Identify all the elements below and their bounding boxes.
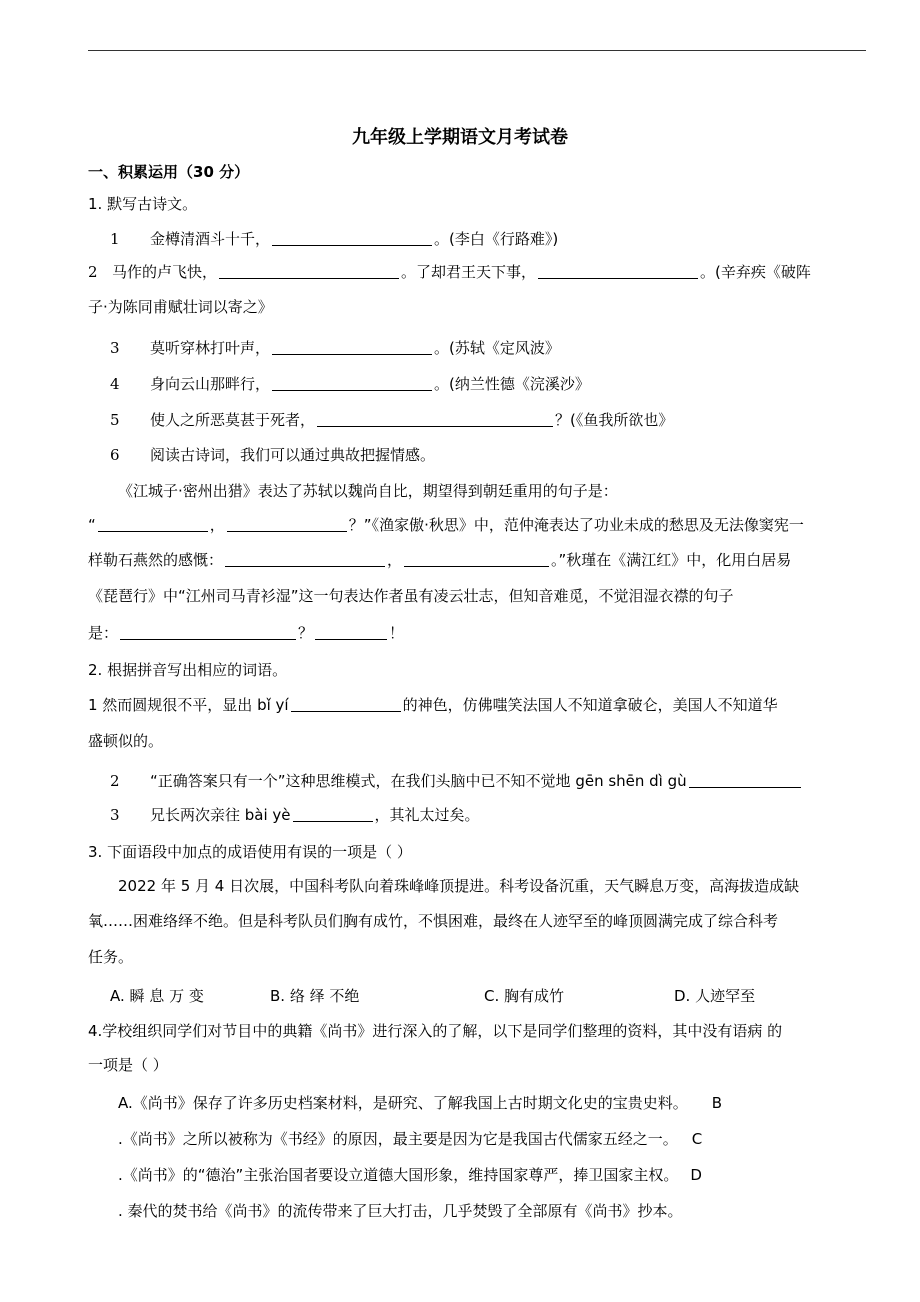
answer-blank[interactable] [538,262,698,279]
q4-option-a-text: A.《尚书》保存了许多历史档案材料，是研究、了解我国上古时期文化史的宝贵史料。 [118,1094,688,1112]
q4-option-b-text: .《尚书》之所以被称为《书经》的原因，最主要是因为它是我国古代儒家五经之一。 [118,1130,678,1148]
q2-line-1 [88,695,868,715]
q4-option-b-letter: B [711,1094,723,1112]
answer-blank[interactable] [227,515,347,532]
q1-line-3-text: 莫听穿林打叶声， [150,339,271,357]
q2-line-3-text-b: ，其礼太过矣。 [374,806,480,824]
q1-line-1-source: 。(李白《行路难》) [434,230,559,248]
q2-line-1-cont: 盛顿似的。 [88,732,164,750]
q4-option-c-letter: C [691,1130,703,1148]
option-d[interactable]: D. 人迹罕至 [674,987,756,1005]
q4-option-d[interactable]: . 秦代的焚书给《尚书》的流传带来了巨大打击，几乎焚毁了全部原有《尚书》抄本。 [118,1202,683,1220]
section-heading: 一、积累运用（30 分） [88,163,250,181]
q3-para-3: 任务。 [88,948,134,966]
q1-para-1: 《江城子·密州出猎》表达了苏轼以魏尚自比，期望得到朝廷重用的句子是： [118,482,618,500]
option-a[interactable]: A. 瞬 息 万 变 [110,987,204,1005]
q1-line-6-num: 6 [110,446,120,464]
q4-heading: 4.学校组织同学们对节目中的典籍《尚书》进行深入的了解，以下是同学们整理的资料，其中没有语病 的 [88,1022,783,1040]
answer-blank[interactable] [404,550,549,567]
q1-line-5-source: ？(《鱼我所欲也》 [555,411,674,429]
answer-blank[interactable] [219,262,399,279]
q3-options [110,986,890,1006]
q1-para-3-text-b: 。”秋瑾在《满江红》中，化用白居易 [551,551,792,569]
exclamation-mark: ！ [389,624,405,642]
q1-line-4-source: 。(纳兰性德《浣溪沙》 [434,375,590,393]
q1-line-1 [110,229,890,249]
q1-line-3-num: 3 [110,339,120,357]
answer-blank[interactable] [272,374,432,391]
answer-blank[interactable] [98,515,208,532]
answer-blank[interactable] [317,410,553,427]
q1-line-6-text: 阅读古诗词，我们可以通过典故把握情感。 [150,446,436,464]
q1-para-3 [88,550,868,570]
q1-line-1-num: 1 [110,230,120,248]
q1-line-1-text: 金樽清酒斗十千， [150,230,271,248]
answer-blank[interactable] [293,805,373,822]
option-b[interactable]: B. 络 绎 不绝 [270,987,360,1005]
q1-line-4-text: 身向云山那畔行， [150,375,271,393]
q1-line-2-text: 马作的卢飞快， [112,263,218,281]
open-quote: “ [88,516,96,534]
q2-heading: 2. 根据拼音写出相应的词语。 [88,661,288,679]
q1-line-3 [110,338,890,358]
q1-line-2-source: 。(辛弃疾《破阵 [700,263,811,281]
q2-line-3 [110,805,890,825]
q1-para-2 [88,515,868,535]
answer-blank[interactable] [225,550,385,567]
q1-para-2-text: ？”《渔家傲·秋思》中，范仲淹表达了功业未成的愁思及无法像窦宪一 [348,516,804,534]
q2-line-3-text: 兄长两次亲往 bài yè [150,806,291,824]
q4-option-c-text: .《尚书》的“德治”主张治国者要设立道德大国形象，维持国家尊严，捧卫国家主权。 [118,1166,679,1184]
q2-line-1-text: 1 然而圆规很不平，显出 bǐ yí [88,696,289,714]
q1-para-3-text: 样勒石燕然的感慨： [88,551,224,569]
answer-blank[interactable] [689,771,801,788]
comma: ， [387,551,403,569]
q1-heading: 1. 默写古诗文。 [88,195,198,213]
option-c[interactable]: C. 胸有成竹 [484,987,565,1005]
q1-line-5 [110,410,890,430]
q1-line-3-source: 。(苏轼《定风波》 [434,339,560,357]
q1-line-2-cont: 子·为陈同甫赋壮词以寄之》 [88,298,273,316]
q1-line-5-text: 使人之所恶莫甚于死者， [150,411,316,429]
q2-line-2 [110,771,890,791]
q2-line-2-num: 2 [110,772,120,790]
answer-blank[interactable] [291,695,401,712]
page-title: 九年级上学期语文月考试卷 [352,127,568,148]
q1-line-2-text-b: 。了却君王天下事， [401,263,537,281]
q2-line-1-text-b: 的神色，仿佛嗤笑法国人不知道拿破仑，美国人不知道华 [402,696,778,714]
q2-line-3-num: 3 [110,806,120,824]
q4-option-c[interactable] [118,1165,898,1185]
q4-option-d-letter: D [690,1166,702,1184]
q3-para-2: 氧……困难络绎不绝。但是科考队员们胸有成竹，不惧困难，最终在人迹罕至的峰顶圆满完成了综合科考 [88,912,779,930]
q4-option-b[interactable] [118,1129,898,1149]
header-rule [88,50,866,51]
answer-blank[interactable] [272,338,432,355]
answer-blank[interactable] [120,623,296,640]
comma: ， [209,516,225,534]
q1-line-4 [110,374,890,394]
q1-line-4-num: 4 [110,375,120,393]
q4-option-a[interactable] [118,1093,898,1113]
answer-blank[interactable] [272,229,432,246]
q3-heading: 3. 下面语段中加点的成语使用有误的一项是（ ） [88,843,412,861]
q1-line-2-num: 2 [88,263,98,281]
q2-line-2-text: “正确答案只有一个”这种思维模式，在我们头脑中已不知不觉地 gēn shēn dì gù [150,772,687,790]
q4-heading-cont: 一项是（ ） [88,1056,168,1074]
q1-para-5 [88,623,868,643]
q3-para-1: 2022 年 5 月 4 日次展，中国科考队向着珠峰峰顶提进。科考设备沉重，天气瞬息万变，高海拔造成缺 [118,877,800,895]
q1-para-5-text: 是： [88,624,119,642]
q1-para-4: 《琵琶行》中“江州司马青衫湿”这一句表达作者虽有凌云壮志，但知音难觅，不觉泪湿衣襟的句子 [88,587,734,605]
question-mark: ？ [298,624,314,642]
q1-line-6 [110,445,890,465]
q1-line-2 [88,262,868,282]
q1-line-5-num: 5 [110,411,120,429]
answer-blank[interactable] [315,623,387,640]
